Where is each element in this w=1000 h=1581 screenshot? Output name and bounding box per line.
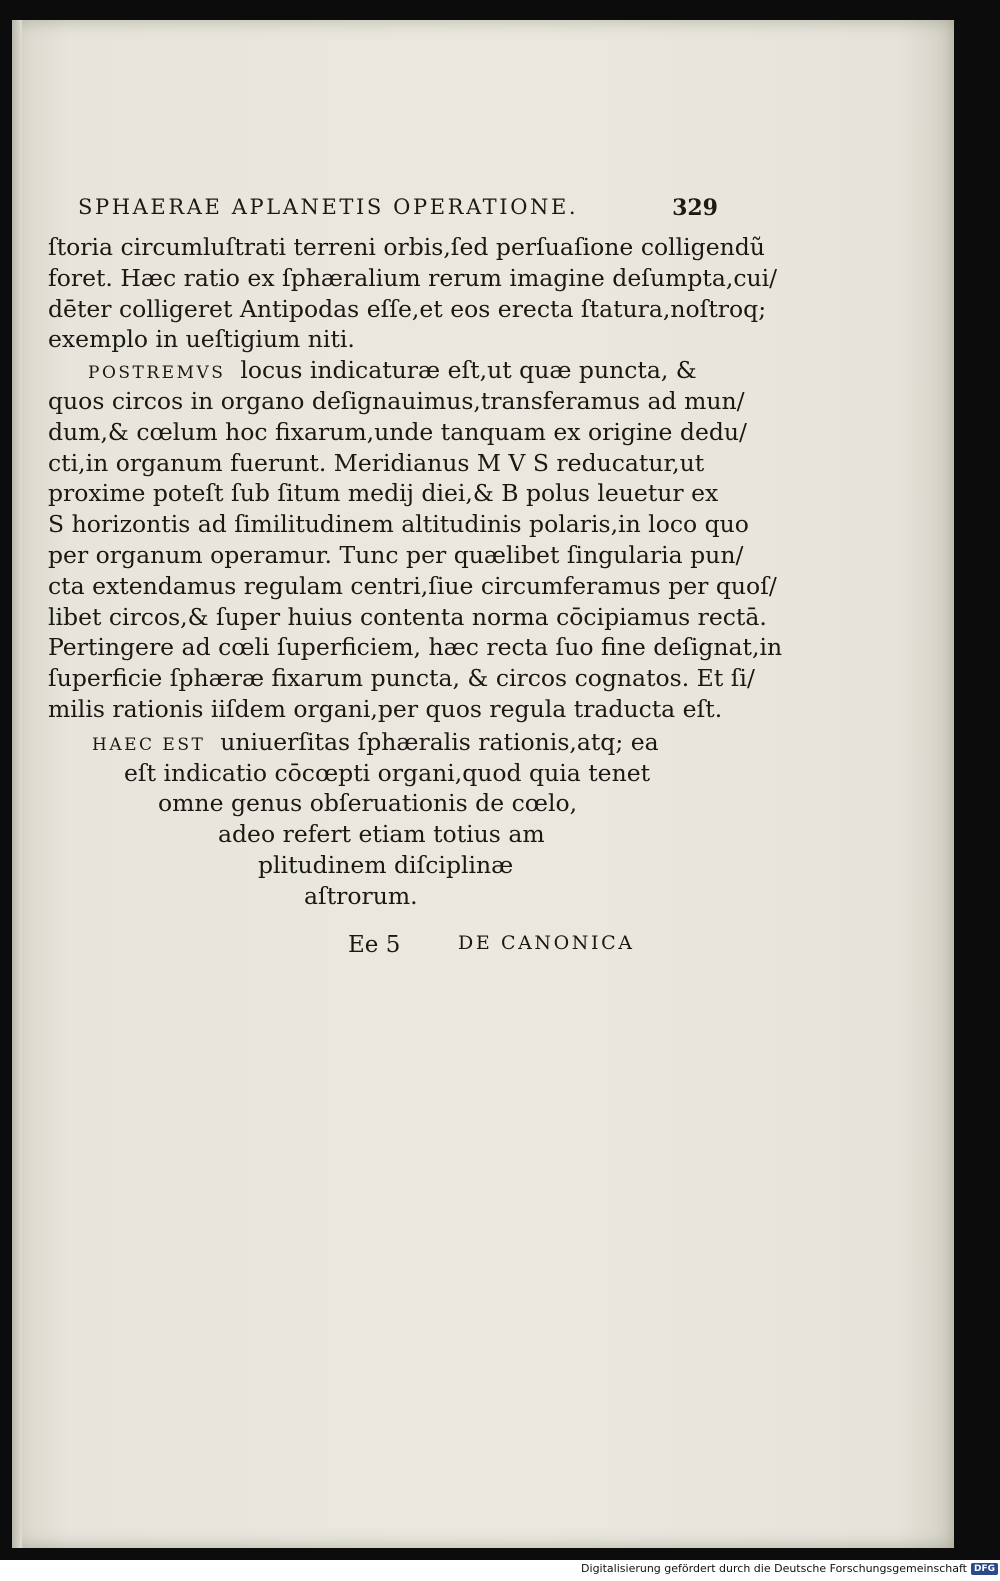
tailpiece-paragraph — [48, 727, 688, 912]
text-line-rest: locus indicaturæ eſt,ut quæ puncta, & — [240, 356, 697, 385]
text-line: libet circos,& ſuper huius contenta norma cōcipiamus rectā. — [48, 602, 767, 631]
text-line: omne genus obſeruationis de cœlo, — [158, 789, 578, 818]
text-line: Pertingere ad cœli ſuperficiem, hæc recta ſuo fine deſignat,in — [48, 633, 783, 662]
text-line: exemplo in ueſtigium niti. — [48, 325, 355, 354]
dfg-logo-icon: DFG — [971, 1563, 998, 1575]
text-line: quos circos in organo deſignauimus,transferamus ad mun/ — [48, 386, 745, 415]
text-line: milis rationis iiſdem organi,per quos regula traducta eſt. — [48, 694, 723, 723]
running-head-title: SPHAERAE APLANETIS OPERATIONE. — [78, 195, 579, 219]
page-spine-edge — [12, 20, 22, 1548]
digitization-credit — [581, 1562, 998, 1575]
text-line: aſtrorum. — [304, 881, 418, 910]
running-head — [78, 195, 718, 225]
text-line: dum,& cœlum hoc fixarum,unde tanquam ex origine dedu/ — [48, 417, 747, 446]
paragraph-first-line — [48, 727, 688, 758]
text-line: adeo refert etiam totius am — [218, 820, 545, 849]
text-line-rest: uniuerſitas ſphæralis rationis,atq; ea — [220, 727, 659, 756]
text-line: per organum operamur. Tunc per quælibet ſingularia pun/ — [48, 540, 744, 569]
credit-text: Digitalisierung gefördert durch die Deutsche Forschungsgemeinschaft — [581, 1562, 967, 1575]
text-line: plitudinem diſciplinæ — [258, 850, 514, 879]
text-line: proxime poteſt ſub ſitum medij diei,& B polus leuetur ex — [48, 479, 719, 508]
signature-mark: Ee 5 — [348, 932, 401, 958]
text-line: S horizontis ad ſimilitudinem altitudinis polaris,in loco quo — [48, 510, 749, 539]
text-block — [48, 232, 783, 912]
paragraph-lead-word: HAEC EST — [92, 734, 206, 755]
text-line: cta extendamus regulam centri,ſiue circumferamus per quoſ/ — [48, 571, 777, 600]
page-number: 329 — [672, 195, 718, 221]
show-through-texture — [662, 920, 942, 1190]
catchword: DE CANONICA — [458, 932, 635, 954]
paragraph-first-line — [48, 355, 697, 386]
text-line: eſt indicatio cōcœpti organi,quod quia tenet — [124, 758, 651, 787]
text-line: ſuperficie ſphæræ fixarum puncta, & circos cognatos. Et ſi/ — [48, 664, 755, 693]
paragraph-lead-word: POSTREMVS — [88, 363, 226, 384]
book-page — [12, 20, 954, 1548]
text-line: foret. Hæc ratio ex ſphæralium rerum imagine deſumpta,cui/ — [48, 263, 778, 292]
page-footer — [48, 932, 688, 964]
text-line: dēter colligeret Antipodas eſſe,et eos erecta ſtatura,noſtroq; — [48, 294, 767, 323]
text-line: cti,in organum fuerunt. Meridianus M V S reducatur,ut — [48, 448, 705, 477]
text-line: ſtoria circumluſtrati terreni orbis,ſed perſuaſione colligendũ — [48, 233, 765, 261]
